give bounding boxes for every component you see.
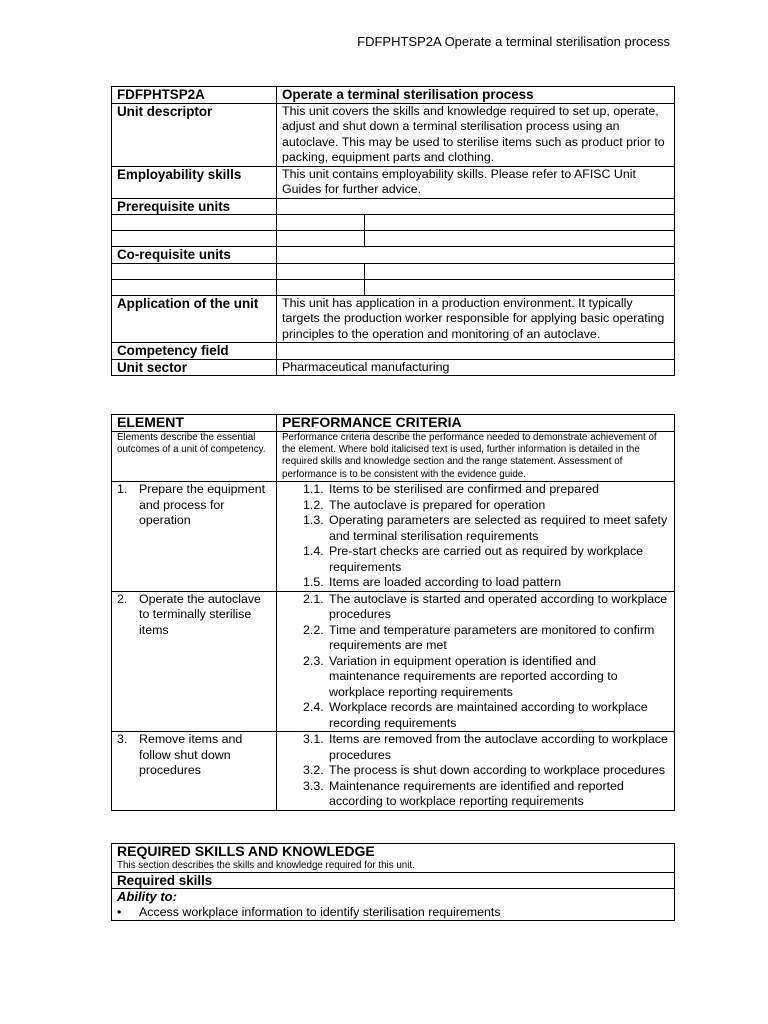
criterion-item: [282, 779, 669, 810]
element-number: 3.: [117, 732, 128, 747]
list-item: [117, 905, 669, 921]
empty-cell: [112, 279, 277, 295]
criterion-item: [282, 592, 669, 623]
criterion-item: [282, 732, 669, 763]
unit-descriptor-text: This unit covers the skills and knowledge required to set up, operate, adjust and shut down a terminal sterilisation process using an autoclave. This may be used to sterilise items such as product prior to packing, equipment parts and clothing.: [277, 103, 675, 166]
criterion-number: 1.4.: [303, 544, 324, 559]
element-heading: ELEMENT: [112, 415, 277, 432]
performance-criteria-heading: PERFORMANCE CRITERIA: [277, 415, 675, 432]
criterion-number: 3.1.: [303, 732, 324, 747]
criterion-number: 3.2.: [303, 763, 324, 778]
criterion-item: [282, 654, 669, 701]
empty-cell: [112, 215, 277, 231]
element-criteria-table: [111, 414, 675, 811]
criterion-number: 1.2.: [303, 497, 324, 512]
ability-label: Ability to:: [117, 889, 177, 905]
table-row: [112, 279, 675, 295]
table-row: [112, 295, 675, 343]
unit-details-table: [111, 86, 675, 376]
criterion-number: 2.1.: [303, 591, 324, 606]
criterion-item: [282, 498, 669, 514]
performance-criteria-description: Performance criteria describe the performance needed to demonstrate achievement of the element. Where bold italicised text is used, further information is detailed in the required skills and knowledge section and the range statement. Assessment of performance is to be consistent with the evidence guide.: [277, 431, 675, 482]
table-row: [112, 732, 675, 811]
required-skills-table: [111, 843, 675, 921]
criterion-number: 1.3.: [303, 513, 324, 528]
table-row: [112, 482, 675, 592]
criterion-text: The process is shut down according to workplace procedures: [329, 763, 666, 778]
criterion-text: Time and temperature parameters are monitored to confirm requirements are met: [329, 622, 655, 653]
table-row: [112, 889, 675, 921]
corequisite-label: Co-requisite units: [112, 247, 277, 264]
unit-descriptor-label: Unit descriptor: [112, 103, 277, 166]
criteria-cell: [277, 591, 675, 732]
bullet-icon: •: [117, 904, 122, 919]
element-cell: [112, 591, 277, 732]
skills-body-cell: [112, 889, 675, 921]
element-item: [117, 732, 271, 779]
criterion-item: [282, 700, 669, 731]
criterion-number: 2.2.: [303, 622, 324, 637]
empty-cell: [277, 279, 365, 295]
criterion-number: 1.5.: [303, 575, 324, 590]
criterion-text: The autoclave is prepared for operation: [329, 497, 546, 512]
element-title: Remove items and follow shut down procedures: [139, 732, 243, 778]
employability-text: This unit contains employability skills. Please refer to AFISC Unit Guides for further advice.: [277, 166, 675, 198]
skills-heading: REQUIRED SKILLS AND KNOWLEDGE: [117, 843, 375, 859]
criterion-text: Operating parameters are selected as required to meet safety and terminal sterilisation requirements: [329, 513, 668, 543]
page-header: FDFPHTSP2A Operate a terminal sterilisation process: [357, 34, 670, 49]
element-number: 1.: [117, 482, 128, 497]
unit-sector-text: Pharmaceutical manufacturing: [277, 359, 675, 376]
empty-cell: [365, 231, 675, 247]
criterion-text: Variation in equipment operation is identified and maintenance requirements are reported according to workplace reporting requirements: [329, 653, 618, 699]
table-row: [112, 263, 675, 279]
element-item: [117, 482, 271, 529]
criterion-item: [282, 513, 669, 544]
table-row: [112, 359, 675, 376]
empty-cell: [277, 263, 365, 279]
table-row: [112, 247, 675, 264]
competency-field-label: Competency field: [112, 343, 277, 360]
skills-description: This section describes the skills and knowledge required for this unit.: [117, 859, 415, 871]
empty-cell: [365, 279, 675, 295]
empty-cell: [365, 263, 675, 279]
table-row: [112, 231, 675, 247]
table-row: [112, 844, 675, 873]
criteria-cell: [277, 732, 675, 811]
table-row: [112, 431, 675, 482]
empty-cell: [112, 231, 277, 247]
skills-heading-cell: [112, 844, 675, 873]
competency-field-value: [277, 343, 675, 360]
criterion-item: [282, 575, 669, 591]
element-title: Operate the autoclave to terminally sterilise items: [139, 591, 261, 637]
table-row: [112, 591, 675, 732]
table-row: [112, 198, 675, 215]
criterion-text: Pre-start checks are carried out as required by workplace requirements: [329, 544, 644, 574]
criterion-text: Items to be sterilised are confirmed and prepared: [329, 482, 599, 497]
criterion-number: 2.3.: [303, 653, 324, 668]
criterion-number: 1.1.: [303, 482, 324, 497]
criterion-text: Maintenance requirements are identified and reported according to workplace reporting requirements: [329, 778, 624, 809]
element-number: 2.: [117, 591, 128, 606]
skill-bullet-list: [117, 905, 669, 921]
criterion-number: 2.4.: [303, 700, 324, 715]
criterion-item: [282, 544, 669, 575]
prerequisite-label: Prerequisite units: [112, 198, 277, 215]
criterion-text: Workplace records are maintained according to workplace recording requirements: [329, 700, 648, 730]
criterion-number: 3.3.: [303, 778, 324, 793]
table-row: [112, 343, 675, 360]
required-skills-label: Required skills: [112, 872, 675, 889]
skill-text: Access workplace information to identify sterilisation requirements: [139, 904, 501, 919]
criterion-text: Items are removed from the autoclave according to workplace procedures: [329, 732, 668, 762]
element-description: Elements describe the essential outcomes of a unit of competency.: [112, 431, 277, 482]
element-cell: [112, 482, 277, 592]
prerequisite-value: [277, 198, 675, 215]
criterion-text: The autoclave is started and operated according to workplace procedures: [329, 591, 668, 622]
corequisite-value: [277, 247, 675, 264]
table-row: [112, 87, 675, 104]
element-cell: [112, 732, 277, 811]
application-label: Application of the unit: [112, 295, 277, 343]
element-title: Prepare the equipment and process for operation: [139, 482, 266, 528]
criterion-item: [282, 482, 669, 498]
empty-cell: [277, 231, 365, 247]
criteria-cell: [277, 482, 675, 592]
application-text: This unit has application in a production environment. It typically targets the production worker responsible for applying basic operating principles to the operation and monitoring of an autoclave.: [277, 295, 675, 343]
criterion-item: [282, 623, 669, 654]
unit-code: FDFPHTSP2A: [112, 87, 277, 104]
table-row: [112, 166, 675, 198]
criterion-item: [282, 763, 669, 779]
table-row: [112, 872, 675, 889]
empty-cell: [277, 215, 365, 231]
unit-sector-label: Unit sector: [112, 359, 277, 376]
employability-label: Employability skills: [112, 166, 277, 198]
table-row: [112, 215, 675, 231]
unit-title: Operate a terminal sterilisation process: [277, 87, 675, 104]
table-row: [112, 103, 675, 166]
criterion-text: Items are loaded according to load pattern: [329, 575, 562, 590]
empty-cell: [365, 215, 675, 231]
element-item: [117, 592, 271, 639]
empty-cell: [112, 263, 277, 279]
table-row: [112, 415, 675, 432]
